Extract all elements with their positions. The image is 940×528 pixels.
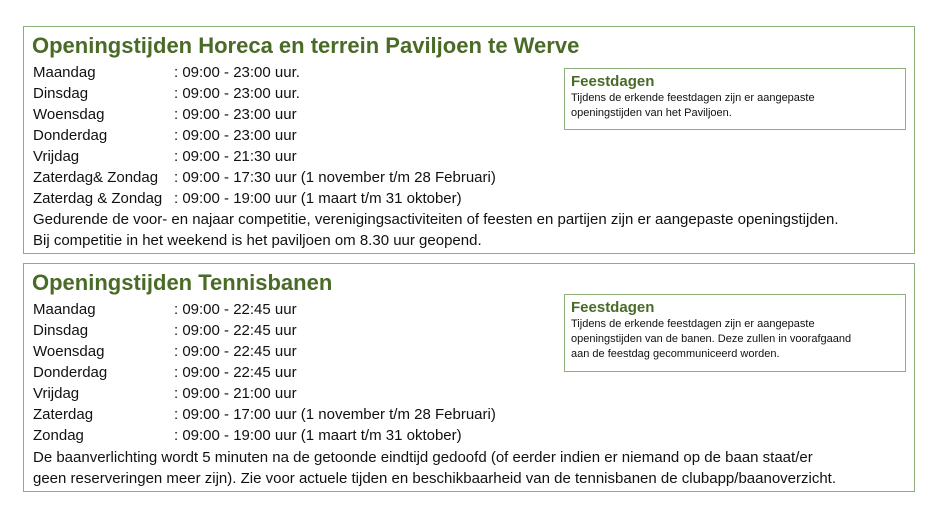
tennis-note-line-2: geen reserveringen meer zijn). Zie voor actuele tijden en beschikbaarheid van de tennisbanen de clubapp/baanoverzicht. [33,470,837,487]
time-value: : 09:00 - 19:00 uur (1 maart t/m 31 oktober) [174,190,462,207]
hours-row [33,125,496,146]
horeca-note-line-2: Bij competitie in het weekend is het paviljoen om 8.30 uur geopend. [33,232,482,249]
time-value: : 09:00 - 21:30 uur [174,148,297,165]
day-label: Maandag [33,301,96,318]
day-label: Donderdag [33,127,108,144]
day-label: Maandag [33,64,96,81]
hours-row [33,167,496,188]
tennis-title: Openingstijden Tennisbanen [32,270,333,295]
tennis-note [33,447,913,489]
hours-row [33,299,496,320]
hours-row [33,362,496,383]
hours-row [33,146,496,167]
day-label: Vrijdag [33,385,80,402]
hours-row [33,62,496,83]
time-value: : 09:00 - 22:45 uur [174,364,297,381]
time-value: : 09:00 - 23:00 uur [174,106,297,123]
day-label: Donderdag [33,364,108,381]
time-value: : 09:00 - 21:00 uur [174,385,297,402]
time-value: : 09:00 - 23:00 uur. [174,85,300,102]
day-label: Zaterdag & Zondag [33,190,163,207]
time-value: : 09:00 - 23:00 uur. [174,64,300,81]
horeca-note [33,209,913,251]
feestdagen-title: Feestdagen [571,299,655,316]
time-value: : 09:00 - 17:30 uur (1 november t/m 28 Februari) [174,169,496,186]
hours-row [33,383,496,404]
time-value: : 09:00 - 17:00 uur (1 november t/m 28 Februari) [174,406,496,423]
hours-row [33,188,496,209]
day-label: Vrijdag [33,148,80,165]
day-label: Woensdag [33,343,105,360]
feestdagen-line-1: Tijdens de erkende feestdagen zijn er aangepaste [571,92,815,104]
feestdagen-line-1: Tijdens de erkende feestdagen zijn er aangepaste [571,318,815,330]
tennis-section [23,263,915,492]
horeca-feestdagen-box [564,68,906,130]
tennis-feestdagen-box [564,294,906,372]
horeca-note-line-1: Gedurende de voor- en najaar competitie, verenigingsactiviteiten of feesten en partijen zijn er aangepaste openingstijden. [33,211,839,228]
day-label: Woensdag [33,106,105,123]
hours-row [33,404,496,425]
day-label: Zondag [33,427,84,444]
tennis-hours-list [33,299,496,446]
hours-row [33,320,496,341]
feestdagen-line-2: openingstijden van de banen. Deze zullen in voorafgaand [571,333,852,345]
hours-row [33,83,496,104]
hours-row [33,425,496,446]
time-value: : 09:00 - 22:45 uur [174,343,297,360]
day-label: Zaterdag& Zondag [33,169,159,186]
feestdagen-line-2: openingstijden van het Paviljoen. [571,107,732,119]
time-value: : 09:00 - 22:45 uur [174,301,297,318]
tennis-note-line-1: De baanverlichting wordt 5 minuten na de getoonde eindtijd gedoofd (of eerder indien er niemand op de baan staat/er [33,449,813,466]
time-value: : 09:00 - 22:45 uur [174,322,297,339]
horeca-title: Openingstijden Horeca en terrein Paviljoen te Werve [32,33,580,58]
time-value: : 09:00 - 19:00 uur (1 maart t/m 31 oktober) [174,427,462,444]
hours-row [33,104,496,125]
hours-row [33,341,496,362]
feestdagen-line-3: aan de feestdag gecommuniceerd worden. [571,348,780,360]
day-label: Dinsdag [33,85,89,102]
time-value: : 09:00 - 23:00 uur [174,127,297,144]
day-label: Dinsdag [33,322,89,339]
horeca-section [23,26,915,254]
horeca-hours-list [33,62,496,209]
feestdagen-title: Feestdagen [571,73,655,90]
day-label: Zaterdag [33,406,94,423]
